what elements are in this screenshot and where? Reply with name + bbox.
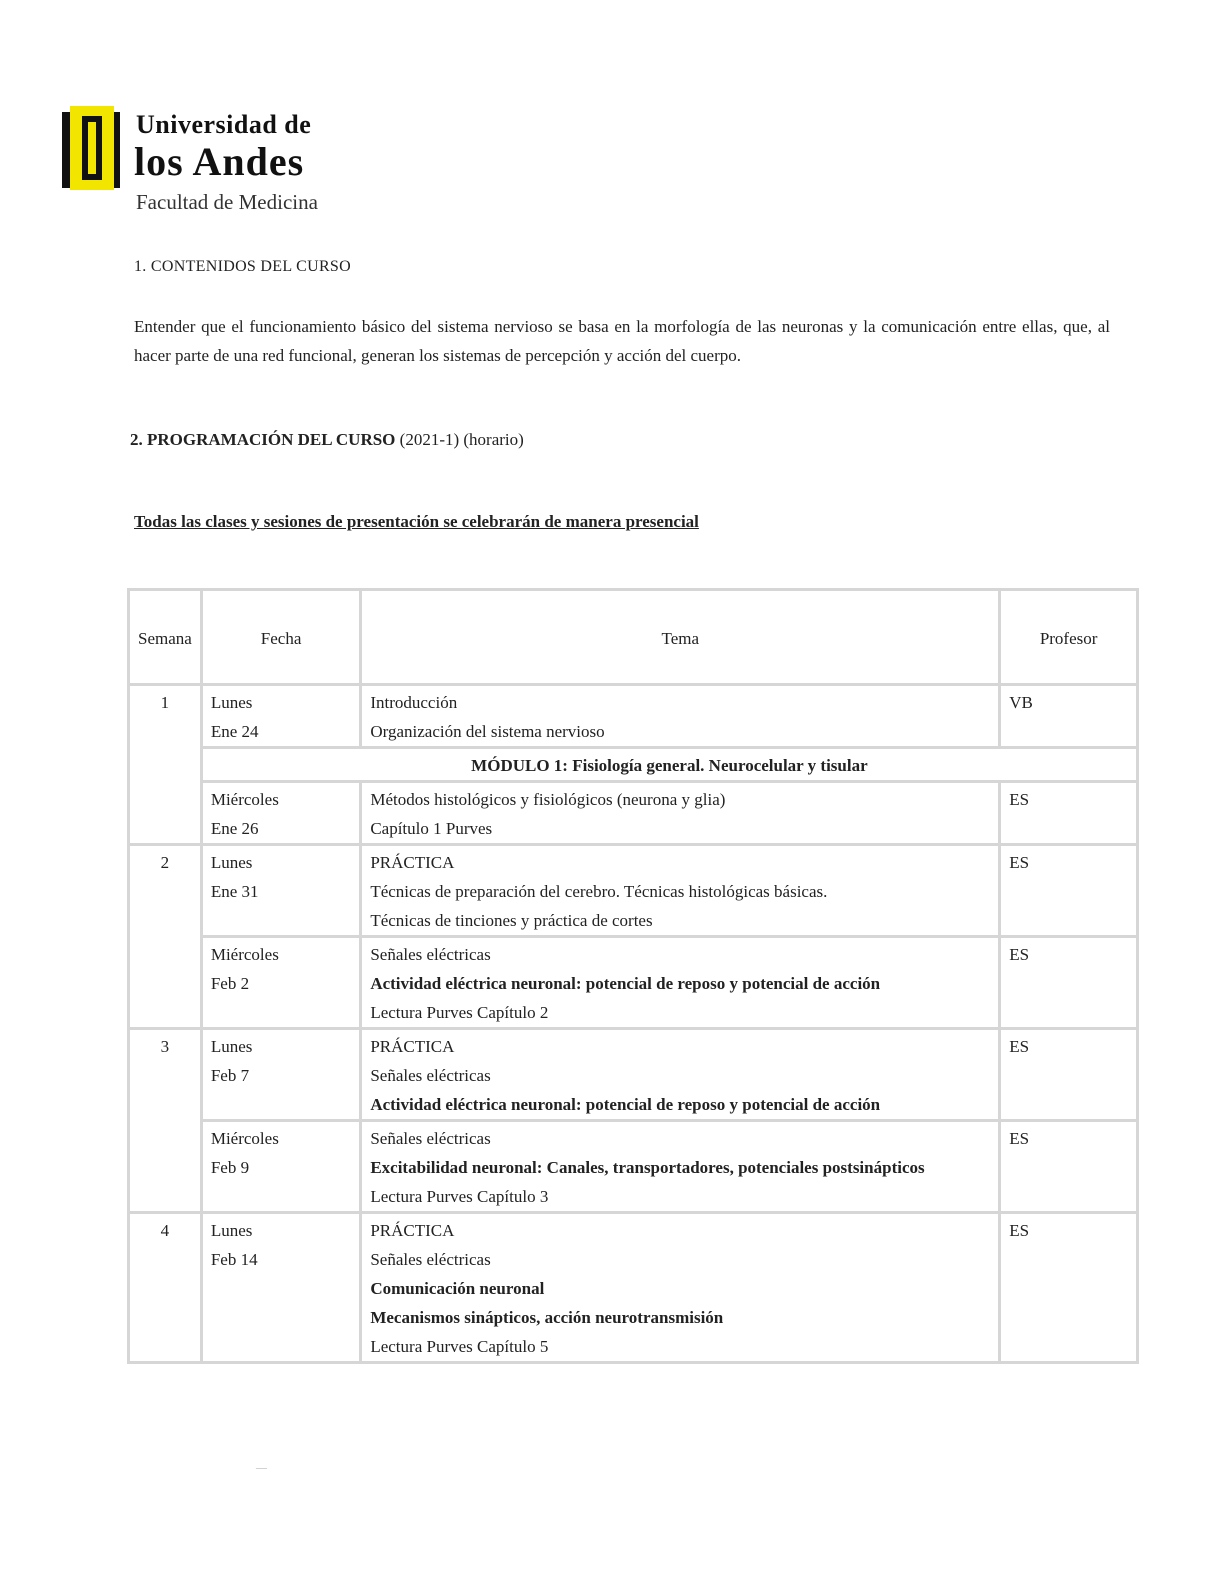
table-row: [129, 1213, 1138, 1363]
session-topic: [361, 937, 1000, 1029]
session-day: Lunes: [210, 1037, 253, 1056]
session-day-date: Ene 31: [210, 882, 259, 901]
header-tema: Tema: [361, 590, 1000, 685]
topic-line: Introducción: [370, 693, 458, 712]
module-heading: MÓDULO 1: Fisiología general. Neurocelular y tisular: [201, 748, 1137, 782]
topic-line: Actividad eléctrica neuronal: potencial de reposo y potencial de acción: [370, 1095, 881, 1114]
session-day: Lunes: [210, 1221, 253, 1240]
session-date: [201, 937, 361, 1029]
topic-line: Mecanismos sinápticos, acción neurotransmisión: [370, 1308, 724, 1327]
session-professor: ES: [1000, 1029, 1138, 1121]
session-date: [201, 782, 361, 845]
program-title: [130, 430, 524, 450]
topic-line: PRÁCTICA: [370, 853, 455, 872]
session-professor: VB: [1000, 685, 1138, 748]
table-row: [129, 1121, 1138, 1213]
session-day: Miércoles: [210, 945, 279, 964]
session-professor: ES: [1000, 845, 1138, 937]
session-day-date: Feb 14: [210, 1250, 258, 1269]
session-topic: [361, 845, 1000, 937]
topic-line: Lectura Purves Capítulo 5: [370, 1337, 549, 1356]
topic-line: Técnicas de tinciones y práctica de cortes: [370, 911, 653, 930]
logo-text-line2: los Andes: [134, 139, 305, 184]
topic-line: Señales eléctricas: [370, 945, 491, 964]
topic-line: Excitabilidad neuronal: Canales, transportadores, potenciales postsinápticos: [370, 1158, 925, 1177]
session-day: Lunes: [210, 853, 253, 872]
topic-line: Señales eléctricas: [370, 1066, 491, 1085]
presential-note: Todas las clases y sesiones de presentación se celebrarán de manera presencial: [134, 512, 699, 531]
table-row: [129, 685, 1138, 748]
logo-text-line1: Universidad de: [136, 110, 312, 139]
topic-line: Señales eléctricas: [370, 1250, 491, 1269]
topic-line: PRÁCTICA: [370, 1037, 455, 1056]
logo-mark-icon: [62, 106, 122, 190]
table-header-row: [129, 590, 1138, 685]
table-row: [129, 845, 1138, 937]
week-number: 4: [129, 1213, 202, 1363]
session-date: [201, 1213, 361, 1363]
topic-line: Lectura Purves Capítulo 2: [370, 1003, 549, 1022]
program-title-rest: (2021-1) (horario): [395, 430, 524, 449]
week-number: 1: [129, 685, 202, 845]
schedule-table: [127, 588, 1139, 1364]
session-topic: [361, 1029, 1000, 1121]
table-row: [129, 937, 1138, 1029]
header-fecha: Fecha: [201, 590, 361, 685]
session-professor: ES: [1000, 1121, 1138, 1213]
session-date: [201, 1029, 361, 1121]
session-date: [201, 685, 361, 748]
logo-faculty: Facultad de Medicina: [136, 190, 318, 214]
topic-line: Señales eléctricas: [370, 1129, 491, 1148]
session-day: Miércoles: [210, 1129, 279, 1148]
intro-paragraph: Entender que el funcionamiento básico del sistema nervioso se basa en la morfología de las neuronas y la comunicación entre ellas, que, al hacer parte de una red funcional, generan los sistemas de percepción y acción del cuerpo.: [134, 317, 1110, 365]
topic-line: Comunicación neuronal: [370, 1279, 545, 1298]
week-number: 3: [129, 1029, 202, 1213]
session-day-date: Feb 7: [210, 1066, 250, 1085]
topic-line: Técnicas de preparación del cerebro. Técnicas histológicas básicas.: [370, 882, 828, 901]
topic-line: Actividad eléctrica neuronal: potencial de reposo y potencial de acción: [370, 974, 881, 993]
university-logo: [62, 104, 342, 214]
module-row: [129, 748, 1138, 782]
topic-line: Métodos histológicos y fisiológicos (neurona y glia): [370, 790, 726, 809]
session-day-date: Ene 24: [210, 722, 259, 741]
topic-line: PRÁCTICA: [370, 1221, 455, 1240]
session-professor: ES: [1000, 782, 1138, 845]
session-day-date: Feb 9: [210, 1158, 250, 1177]
topic-line: Organización del sistema nervioso: [370, 722, 605, 741]
table-row: [129, 782, 1138, 845]
header-semana: Semana: [129, 590, 202, 685]
session-day-date: Feb 2: [210, 974, 250, 993]
section-title: 1. CONTENIDOS DEL CURSO: [134, 258, 351, 275]
footer-mark: —: [256, 1462, 267, 1474]
session-date: [201, 845, 361, 937]
table-row: [129, 1029, 1138, 1121]
session-professor: ES: [1000, 1213, 1138, 1363]
session-topic: [361, 1121, 1000, 1213]
program-title-bold: 2. PROGRAMACIÓN DEL CURSO: [130, 430, 396, 449]
topic-line: Capítulo 1 Purves: [370, 819, 493, 838]
session-day: Miércoles: [210, 790, 279, 809]
session-topic: [361, 782, 1000, 845]
session-professor: ES: [1000, 937, 1138, 1029]
session-date: [201, 1121, 361, 1213]
header-profesor: Profesor: [1000, 590, 1138, 685]
topic-line: Lectura Purves Capítulo 3: [370, 1187, 549, 1206]
session-topic: [361, 685, 1000, 748]
session-day: Lunes: [210, 693, 253, 712]
week-number: 2: [129, 845, 202, 1029]
session-topic: [361, 1213, 1000, 1363]
session-day-date: Ene 26: [210, 819, 259, 838]
